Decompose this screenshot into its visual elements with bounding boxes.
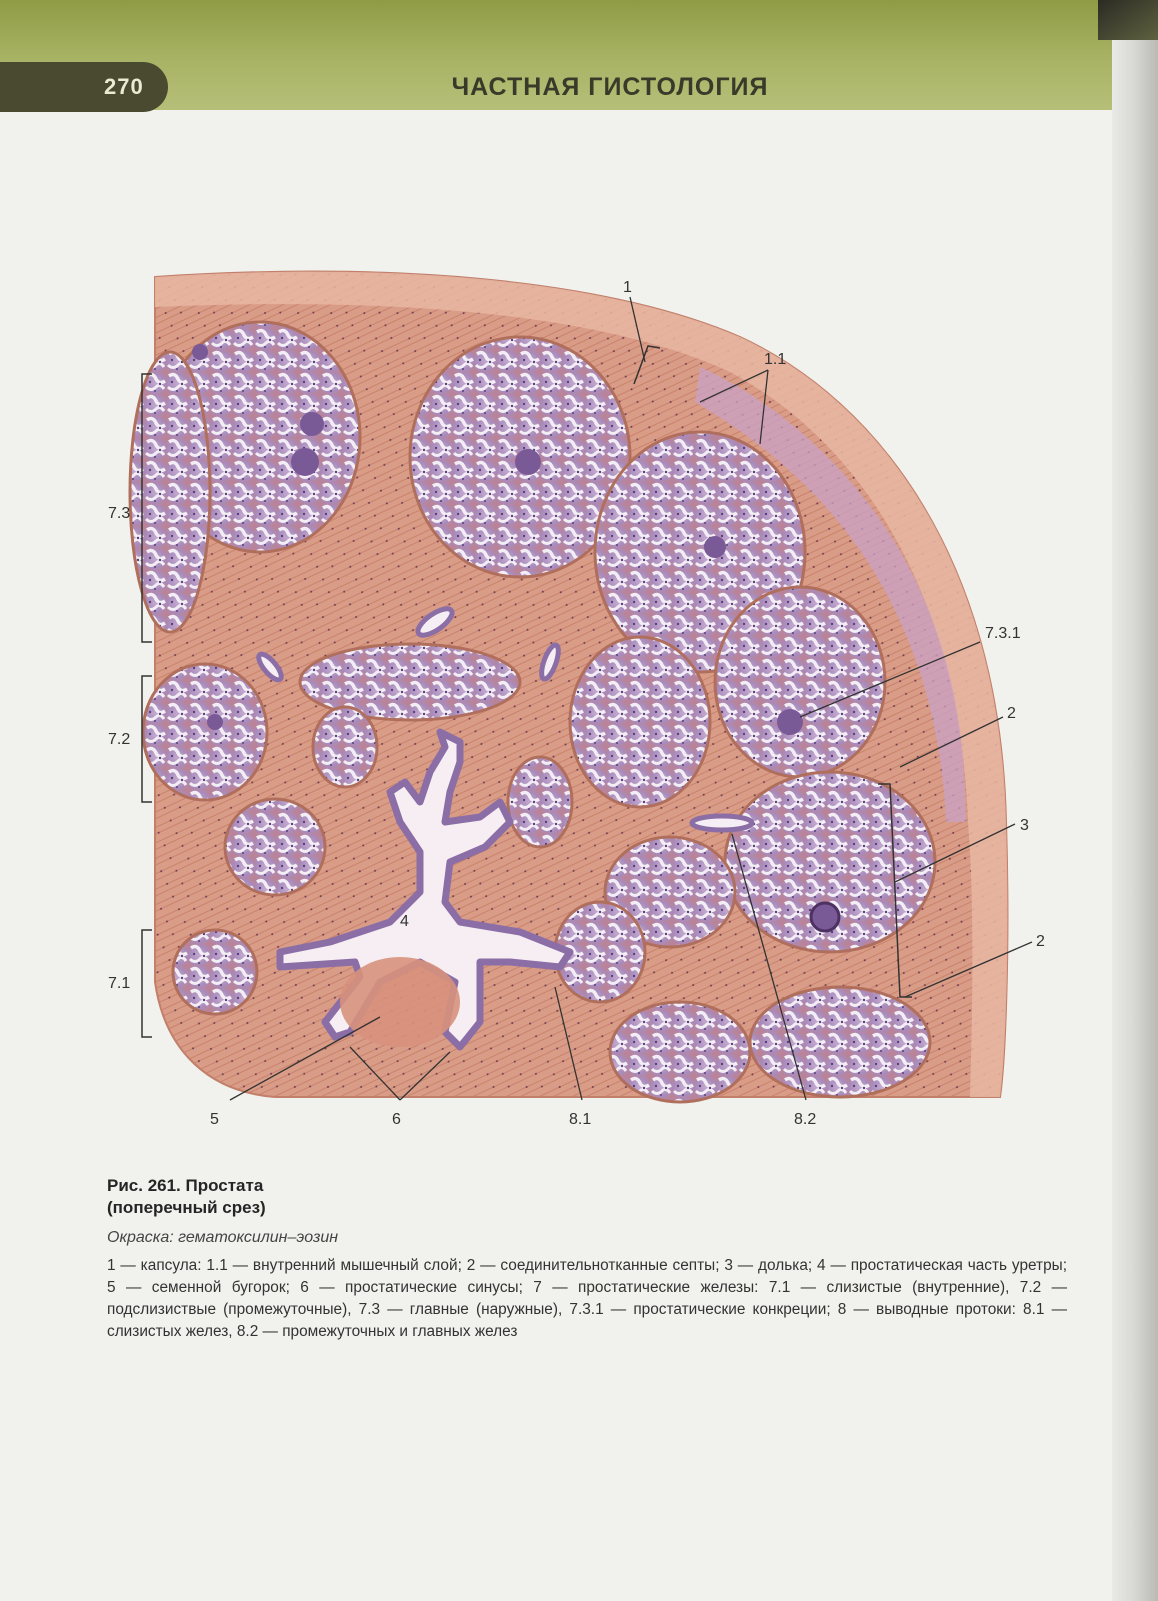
label-5: 5 [210, 1111, 219, 1128]
prostate-section-illustration [100, 262, 1120, 1142]
prostatic-concretion [704, 536, 726, 558]
label-2-lower: 2 [1036, 933, 1045, 950]
histology-figure [100, 262, 1120, 1142]
label-7-1: 7.1 [108, 975, 131, 992]
running-title: ЧАСТНАЯ ГИСТОЛОГИЯ [451, 73, 769, 101]
prostatic-concretion [192, 344, 208, 360]
caption-title-line1: Рис. 261. Простата [107, 1176, 264, 1195]
bracket-7-1 [142, 930, 152, 1037]
submucosal-gland [508, 757, 572, 847]
prostatic-concretion [207, 714, 223, 730]
page-number: 270 [0, 62, 168, 112]
mucosal-gland [173, 930, 257, 1014]
prostatic-concretion [811, 903, 839, 931]
label-3: 3 [1020, 817, 1029, 834]
label-7-2: 7.2 [108, 731, 131, 748]
caption-legend: 1 — капсула: 1.1 — внутренний мышечный слой; 2 — соединительнотканные септы; 3 — долька; 4 — простатическая часть уретры; 5 — семенной бугорок; 6 — простатические синусы; 7 — простатические железы: 7.1 — слизистые (внутренние), 7.2 — подслизиствые (промежуточные), 7.3 — главные (наружные), 7.3.1 — простатические конкреции; 8 — выводные протоки: 8.1 — слизистых желез, 8.2 — промежуточных и главных желез [107, 1257, 1067, 1340]
label-8-1: 8.1 [569, 1111, 592, 1128]
label-8-2: 8.2 [794, 1111, 817, 1128]
seminal-colliculus [340, 957, 460, 1047]
submucosal-gland [313, 707, 377, 787]
prostatic-concretion [515, 449, 541, 475]
submucosal-gland [143, 664, 267, 800]
caption-title [107, 1175, 1067, 1219]
label-1: 1 [623, 279, 632, 296]
gland-lobe [570, 637, 710, 807]
caption-stain: Окраска: гематоксилин–эозин [107, 1229, 339, 1246]
excretory-duct-main [692, 816, 752, 830]
figure-caption [107, 1175, 1067, 1343]
label-2-upper: 2 [1007, 705, 1016, 722]
label-6: 6 [392, 1111, 401, 1128]
label-4: 4 [400, 913, 409, 930]
label-7-3: 7.3 [108, 505, 131, 522]
prostatic-concretion [777, 709, 803, 735]
gland-lobe [610, 1002, 750, 1102]
gland-lobe [750, 987, 930, 1097]
prostatic-concretion [300, 412, 324, 436]
label-7-3-1: 7.3.1 [985, 625, 1021, 642]
prostatic-concretion [291, 448, 319, 476]
gland-lobe [715, 587, 885, 777]
submucosal-gland [225, 799, 325, 895]
label-1-1: 1.1 [764, 351, 787, 368]
header-corner-shadow [1098, 0, 1158, 40]
caption-title-line2: (поперечный срез) [107, 1198, 266, 1217]
